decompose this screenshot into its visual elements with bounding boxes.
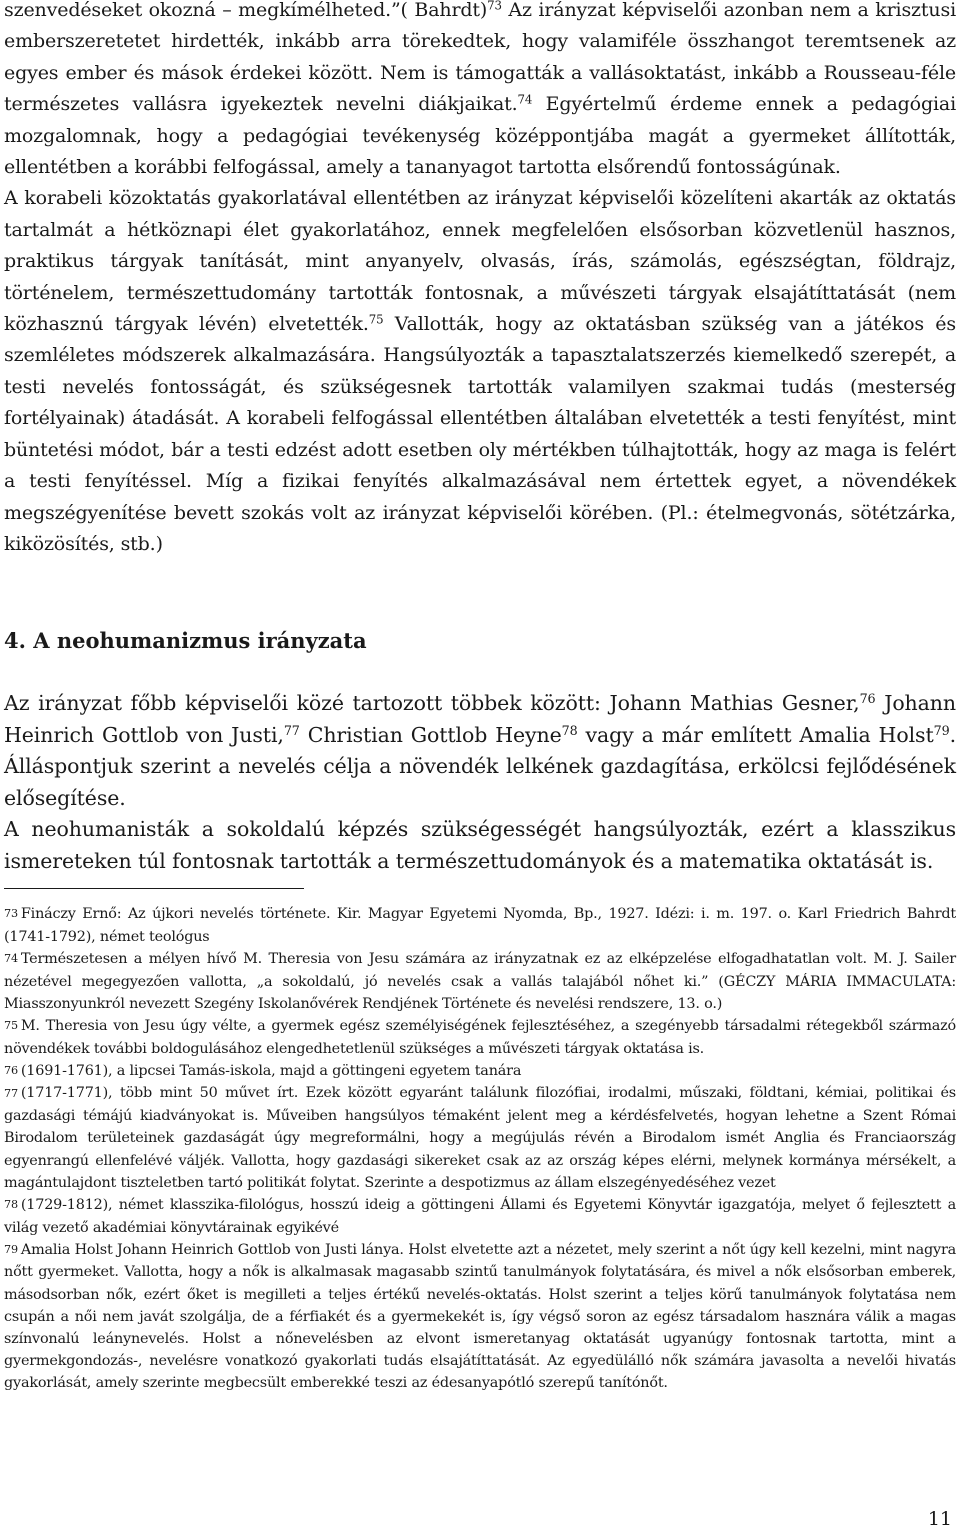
- section-body: [4, 688, 956, 877]
- footnote-number: 78: [4, 1198, 18, 1212]
- footnote-ref-73: 73: [487, 0, 502, 13]
- section-paragraph-1: Az irányzat főbb képviselői közé tartozott többek között: Johann Mathias Gesner,$^{76}$ Johann Heinrich Gottlob von Justi,$^{77}$ Christian Gottlob Heyne$^{78}$ vagy a már említett Amalia Holst$^{79}$. Álláspontjuk szerint a nevelés célja a növendék lelkének gazdagítása, erkölcsi fejlődésének elősegítése.: [4, 691, 956, 810]
- footnote-separator: [4, 888, 304, 889]
- footnote-number: 73: [4, 907, 18, 921]
- footnote-ref-79: 79: [933, 722, 950, 738]
- footnote-76: 76 (1691-1761), a lipcsei Tamás-iskola, majd a göttingeni egyetem tanára: [4, 1062, 522, 1079]
- footnote-77: 77 (1717-1771), több mint 50 művet írt. Ezek között egyaránt találunk filozófiai, irodalmi, műszaki, földtani, kémiai, politikai és gazdasági témájú kiadványokat is. Műveiben hangsúlyos témaként jelent meg a kérdésfelvetés, hogyan lehetne a Szent Római Birodalom területeinek gazdaságát úgy megreformálni, hogy a megújulás révén a Birodalom ismét Anglia és Franciaország egyenrangú ellenfelévé váljék. Vallotta, hogy gazdasági sikereket csak az az ország képes elérni, melynek kormánya mérsékelt, a magántulajdont tiszteletben tartó politikát folytat. Szerinte a despotizmus az állam elszegényedéséhez vezet: [4, 1085, 956, 1191]
- footnote-number: 74: [4, 952, 18, 966]
- footnote-ref-76: 76: [859, 691, 876, 707]
- footnote-number: 76: [4, 1064, 18, 1078]
- footnote-ref-78: 78: [561, 722, 578, 738]
- section-heading: 4. A neohumanizmus irányzata: [4, 628, 367, 653]
- footnotes: [4, 903, 956, 1395]
- paragraph-1: szenvedéseket okozná – megkímélheted.”( Bahrdt)$^{73}$ Az irányzat képviselői azonban nem a krisztusi emberszeretetet hirdették, inkább arra törekedtek, hogy valamiféle összhangot teremtsenek az egyes ember és mások érdekei között. Nem is támogatták a vallásoktatást, inkább a Rousseau-féle természetes vallásra igyekeztek nevelni diákjaikat.$^{74}$ Egyértelmű érdeme ennek a pedagógiai mozgalomnak, hogy a pedagógiai tevékenység középpontjába magát a gyermeket állították, ellentétben a korábbi felfogással, amely a tananyagot tartotta elsőrendű fontosságúnak.: [4, 0, 957, 179]
- body-text-top: [4, 0, 956, 560]
- footnote-79: 79 Amalia Holst Johann Heinrich Gottlob von Justi lánya. Holst elvetette azt a nézetet, mely szerint a nőt úgy kell kezelni, mint nagyra nőtt gyermeket. Vallotta, hogy a nők is alkalmasak magasabb szintű tanulmányok folytatására, és mivel a nők elsősorban emberek, másodsorban nők, ezért őket is megilleti a teljes értékű nevelés-oktatás. Holst szerint a teljes körű tanulmányok folytatása nem csupán a női nem javát szolgálja, de a férfiakét és a gyermekekét is, így végső soron az egész társadalom hasznára válik a magas színvonalú leánynevelés. Holst a nőnevelésben az elvont ismeretanyag oktatását ugyanúgy fontosnak tartotta, mint a gyermekgondozás-, nevelésre vonatkozó gyakorlati tudás elsajátíttatását. Az egyedülálló nők számára javasolta a nevelői hivatás gyakorlását, amely szerinte megbecsült emberekké teszi az édesanyapótló szerepű tanítónőt.: [4, 1241, 956, 1392]
- footnote-78: 78 (1729-1812), német klasszika-filológus, hosszú ideig a göttingeni Állami és Egyetemi Könyvtár igazgatója, melyet ő fejlesztett a világ vezető akadémiai könyvtárainak egyikévé: [4, 1196, 956, 1236]
- footnote-ref-75: 75: [368, 312, 384, 327]
- footnote-ref-74: 74: [517, 92, 533, 107]
- page-number: 11: [927, 1508, 952, 1530]
- footnote-ref-77: 77: [283, 722, 300, 738]
- footnote-number: 77: [4, 1086, 18, 1100]
- footnote-74: 74 Természetesen a mélyen hívő M. Theresia von Jesu számára az irányzatnak ez az elképzelése elfogadhatatlan volt. M. J. Sailer nézetével megegyezően vallotta, „a sokoldalú, jó nevelés csak a vallás talajából nőhet ki.” (GÉCZY MÁRIA IMMACULATA: Miasszonyunkról nevezett Szegény Iskolanővérek Rendjének Története és nevelési rendszere, 13. o.): [4, 950, 956, 1012]
- footnote-number: 79: [4, 1243, 18, 1257]
- footnote-75: 75 M. Theresia von Jesu úgy vélte, a gyermek egész személyiségének fejlesztéséhez, a szegényebb társadalmi rétegekből származó növendékek további boldogulásához elengedhetetlenül szükséges a művészeti tárgyak oktatása is.: [4, 1017, 956, 1057]
- footnote-number: 75: [4, 1019, 18, 1033]
- footnote-73: 73 Fináczy Ernő: Az újkori nevelés története. Kir. Magyar Egyetemi Nyomda, Bp., 1927. Idézi: i. m. 197. o. Karl Friedrich Bahrdt (1741-1792), német teológus: [4, 906, 956, 945]
- section-paragraph-2: A neohumanisták a sokoldalú képzés szükségességét hangsúlyozták, ezért a klasszikus ismereteken túl fontosnak tartották a természettudományok és a matematika oktatását is.: [4, 817, 956, 873]
- paragraph-2: A korabeli közoktatás gyakorlatával ellentétben az irányzat képviselői közelíteni akarták az oktatás tartalmát a hétköznapi élet gyakorlatához, ennek megfelelően elsősorban közvetlenül hasznos, praktikus tárgyak tanítását, mint anyanyelv, olvasás, írás, számolás, egészségtan, földrajz, történelem, természettudomány tartották fontosnak, a művészeti tárgyak elsajátíttatását (nem közhasznú tárgyak lévén) elvetették.$^{75}$ Vallották, hogy az oktatásban szükség van a játékos és szemléletes módszerek alkalmazására. Hangsúlyozták a tapasztalatszerzés kiemelkedő szerepét, a testi nevelés fontosságát, és szükségesnek tartották valamilyen szakmai tudás (mesterség fortélyainak) átadását. A korabeli felfogással ellentétben általában elvetették a testi fenyítést, mint büntetési módot, bár a testi edzést adott esetben oly mértékben túlhajtották, hogy az maga is felért a testi fenyítéssel. Míg a fizikai fenyítés alkalmazásával nem értettek egyet, a növendékek megszégyenítése bevett szokás volt az irányzat képviselői körében. (Pl.: ételmegvonás, sötétzárka, kiközösítés, stb.): [4, 187, 956, 555]
